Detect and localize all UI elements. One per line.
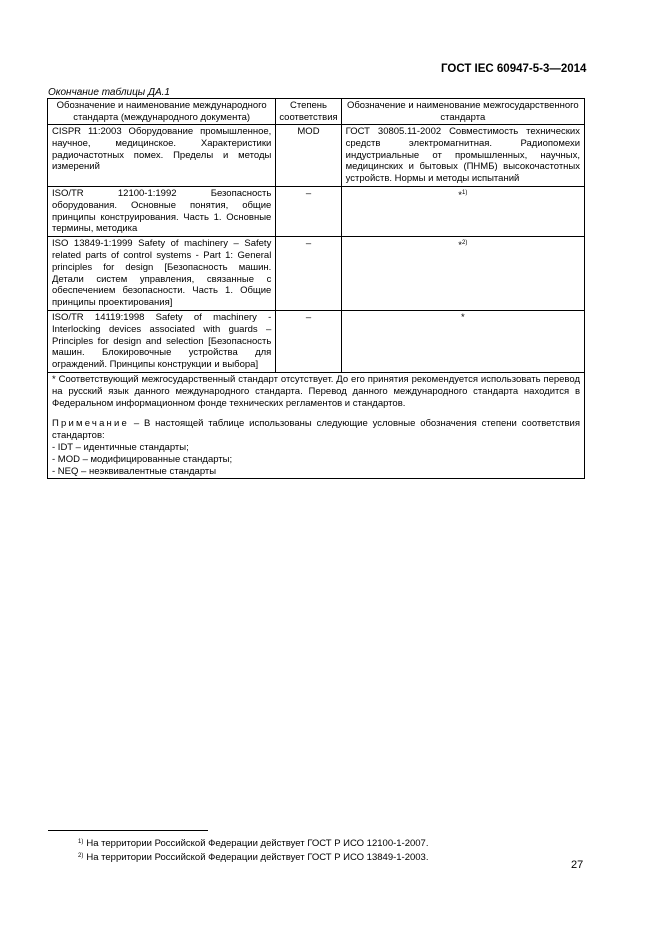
footnote-mark: 2) [78,853,84,859]
footnote-text: На территории Российской Федерации действует ГОСТ Р ИСО 12100-1-2007. [86,838,429,849]
degree-cell: – [276,310,341,372]
interstate-standard-cell [341,237,584,311]
footnote-reference: 2) [462,240,468,247]
document-code-header: ГОСТ IEC 60947-5-3—2014 [441,63,587,75]
note-text: – В настоящей таблице использованы следующие условные обозначения степени соответствия стандартов: [52,418,580,442]
table-row [48,125,585,187]
table-header-row [48,99,585,125]
table-row [48,310,585,372]
header-international-standard: Обозначение и наименование международного стандарта (международного документа) [48,99,276,125]
degree-cell: – [276,186,341,236]
page-footnotes [78,836,428,864]
absent-standard-marker: * [460,311,465,323]
interstate-standard-cell: ГОСТ 30805.11-2002 Совместимость технических средств электромагнитная. Радиопомехи индустриальные от промышленных, научных, медицинских и бытовых (ПНМБ) высокочастотных устройств. Нормы и методы испытаний [341,125,584,187]
interstate-standard-cell [341,186,584,236]
degree-cell: – [276,237,341,311]
legend-item-neq: - NEQ – неэквивалентные стандарты [52,465,217,477]
standards-correspondence-table [47,98,585,479]
table-footer-cell [48,372,585,478]
header-degree-of-correspondence: Степень соответствия [276,99,341,125]
interstate-standard-cell [341,310,584,372]
note-label: Примечание [52,418,129,430]
footnote-mark: 1) [78,839,84,845]
page-number: 27 [571,859,584,871]
asterisk-note: * Соответствующий межгосударственный стандарт отсутствует. До его принятия рекомендуется использовать перевод на русский язык данного международного стандарта. Перевод данного международного стандарта находится в Федеральном информационном фонде технических регламентов и стандартов. [52,373,580,409]
table-row [48,237,585,311]
international-standard-cell: ISO/TR 14119:1998 Safety of machinery - Interlocking devices associated with guards – Principles for design and selection [Безопасность машин. Блокировочные устройства для ограждений. Принципы конструкции и выбора] [48,310,276,372]
absent-standard-marker: * [458,189,462,201]
legend-item-idt: - IDT – идентичные стандарты; [52,441,189,453]
degree-cell: MOD [276,125,341,187]
table-row [48,186,585,236]
note-paragraph [52,418,580,442]
footnote [78,850,428,864]
legend-item-mod: - MOD – модифицированные стандарты; [52,453,233,465]
table-footer-row [48,372,585,478]
international-standard-cell: ISO 13849-1:1999 Safety of machinery – Safety related parts of control systems - Part 1: General principles for design [Безопасность машин. Детали систем управления, связанные с обеспечением безопасности. Часть 1. Общие принципы проектирования] [48,237,276,311]
international-standard-cell: CISPR 11:2003 Оборудование промышленное, научное, медицинское. Характеристики радиочастотных помех. Пределы и методы измерений [48,125,276,187]
international-standard-cell: ISO/TR 12100-1:1992 Безопасность оборудования. Основные понятия, общие принципы конструирования. Часть 1. Основные термины, методика [48,186,276,236]
footnote [78,836,428,850]
footnote-text: На территории Российской Федерации действует ГОСТ Р ИСО 13849-1-2003. [86,852,429,863]
footnote-reference: 1) [462,189,468,196]
absent-standard-marker: * [458,240,462,252]
header-interstate-standard: Обозначение и наименование межгосударственного стандарта [341,99,584,125]
footnote-separator [48,830,208,831]
table-caption: Окончание таблицы ДА.1 [48,87,170,98]
